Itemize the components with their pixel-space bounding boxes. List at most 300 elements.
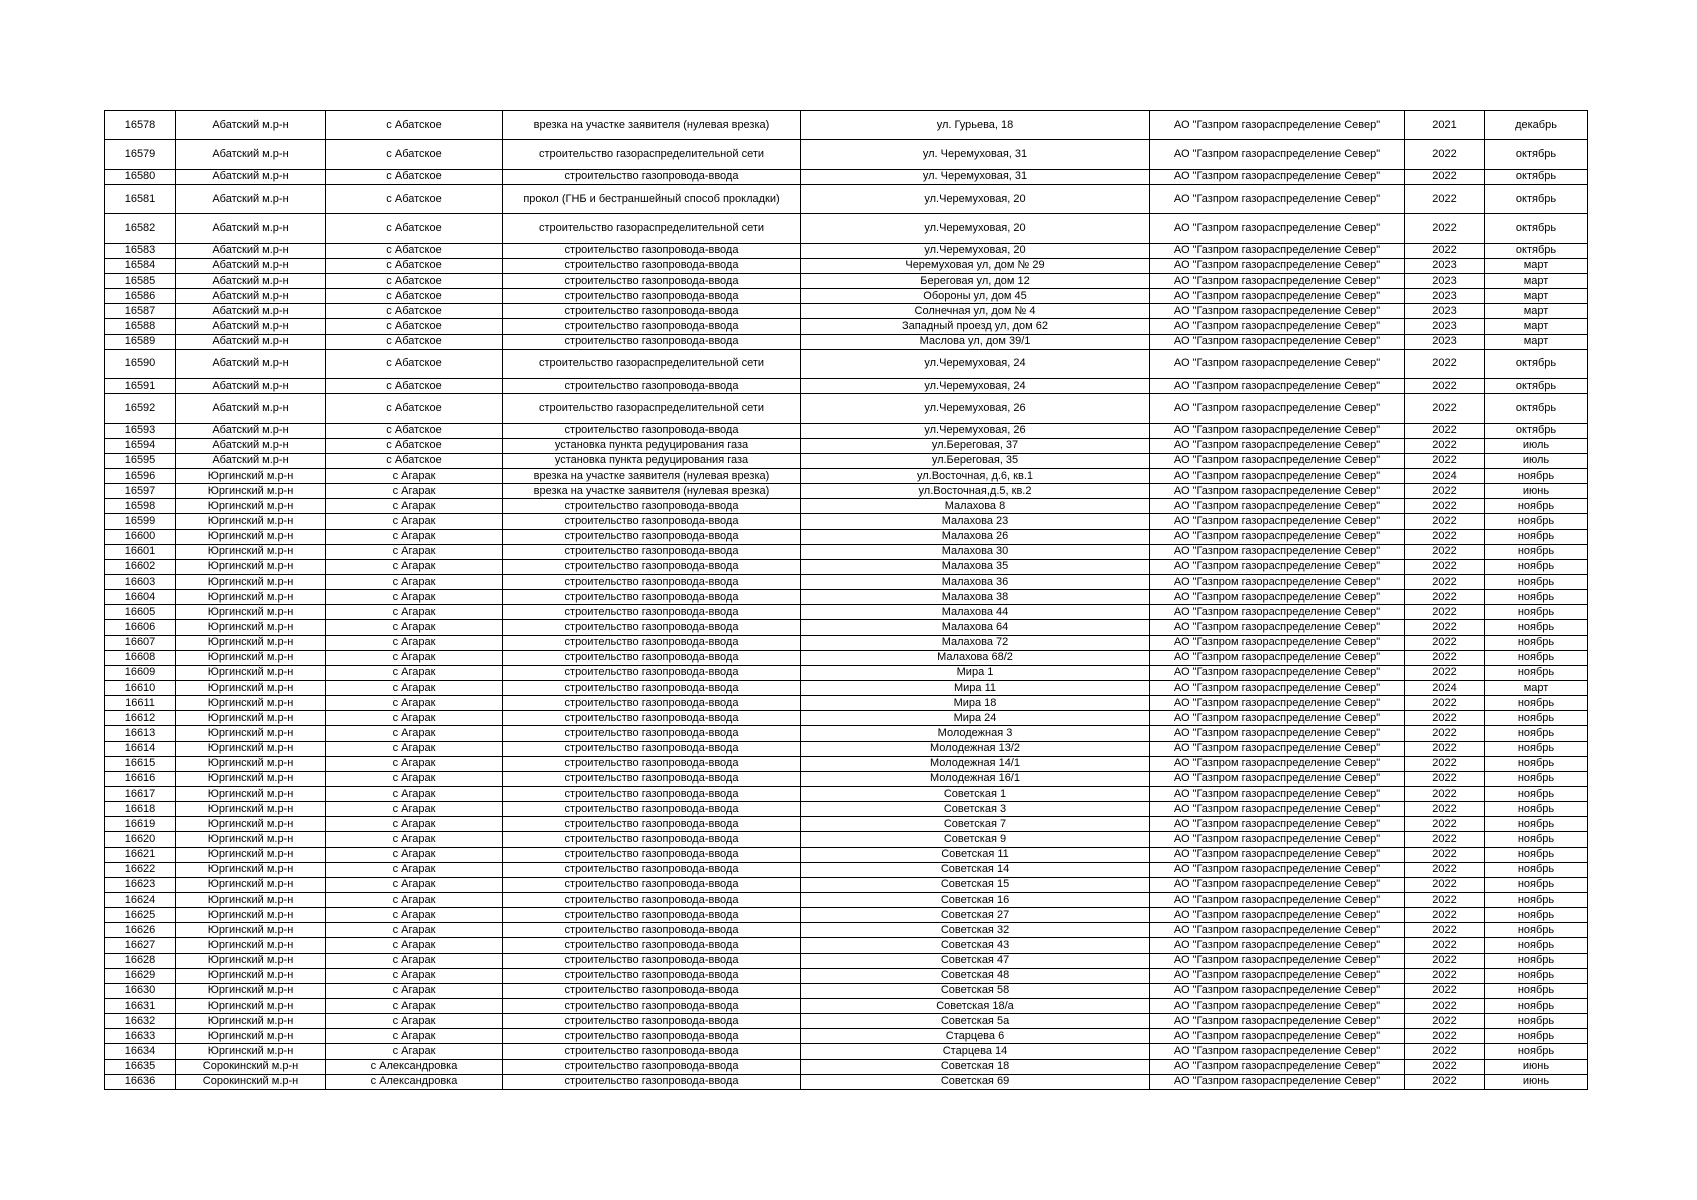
- cell-month: ноябрь: [1485, 908, 1588, 923]
- cell-settlement: с Агарак: [326, 529, 503, 544]
- cell-work-type: строительство газопровода-ввода: [503, 319, 801, 334]
- cell-month: ноябрь: [1485, 559, 1588, 574]
- cell-organization: АО "Газпром газораспределение Север": [1150, 1074, 1405, 1089]
- cell-district: Юргинский м.р-н: [176, 892, 326, 907]
- cell-id: 16605: [105, 605, 176, 620]
- cell-work-type: врезка на участке заявителя (нулевая врезка): [503, 484, 801, 499]
- cell-work-type: строительство газопровода-ввода: [503, 1029, 801, 1044]
- cell-address: Малахова 68/2: [801, 650, 1150, 665]
- cell-settlement: с Агарак: [326, 665, 503, 680]
- cell-organization: АО "Газпром газораспределение Север": [1150, 529, 1405, 544]
- cell-month: октябрь: [1485, 394, 1588, 423]
- cell-year: 2022: [1405, 635, 1485, 650]
- cell-month: ноябрь: [1485, 998, 1588, 1013]
- cell-month: октябрь: [1485, 169, 1588, 184]
- table-body: [105, 111, 1588, 1090]
- cell-year: 2022: [1405, 741, 1485, 756]
- cell-work-type: строительство газопровода-ввода: [503, 953, 801, 968]
- cell-work-type: строительство газопровода-ввода: [503, 650, 801, 665]
- cell-settlement: с Агарак: [326, 620, 503, 635]
- cell-district: Юргинский м.р-н: [176, 665, 326, 680]
- cell-address: Советская 18: [801, 1059, 1150, 1074]
- cell-id: 16580: [105, 169, 176, 184]
- cell-work-type: строительство газораспределительной сети: [503, 214, 801, 243]
- cell-settlement: с Агарак: [326, 908, 503, 923]
- cell-organization: АО "Газпром газораспределение Север": [1150, 453, 1405, 468]
- cell-month: ноябрь: [1485, 696, 1588, 711]
- cell-settlement: с Агарак: [326, 832, 503, 847]
- cell-id: 16591: [105, 379, 176, 394]
- cell-settlement: с Агарак: [326, 469, 503, 484]
- cell-address: Обороны ул, дом 45: [801, 289, 1150, 304]
- cell-settlement: с Агарак: [326, 741, 503, 756]
- cell-district: Юргинский м.р-н: [176, 1029, 326, 1044]
- cell-year: 2022: [1405, 214, 1485, 243]
- cell-organization: АО "Газпром газораспределение Север": [1150, 726, 1405, 741]
- cell-work-type: строительство газораспределительной сети: [503, 140, 801, 169]
- cell-year: 2022: [1405, 983, 1485, 998]
- cell-year: 2023: [1405, 289, 1485, 304]
- cell-year: 2022: [1405, 832, 1485, 847]
- cell-settlement: с Агарак: [326, 544, 503, 559]
- cell-organization: АО "Газпром газораспределение Север": [1150, 635, 1405, 650]
- cell-organization: АО "Газпром газораспределение Север": [1150, 140, 1405, 169]
- cell-settlement: с Абатское: [326, 258, 503, 273]
- cell-id: 16636: [105, 1074, 176, 1089]
- table-row: [105, 953, 1588, 968]
- cell-id: 16626: [105, 923, 176, 938]
- table-row: [105, 832, 1588, 847]
- cell-address: Советская 3: [801, 802, 1150, 817]
- cell-month: март: [1485, 681, 1588, 696]
- cell-id: 16588: [105, 319, 176, 334]
- cell-id: 16583: [105, 243, 176, 258]
- cell-year: 2022: [1405, 169, 1485, 184]
- cell-district: Сорокинский м.р-н: [176, 1059, 326, 1074]
- cell-district: Юргинский м.р-н: [176, 1044, 326, 1059]
- cell-work-type: строительство газопровода-ввода: [503, 243, 801, 258]
- cell-organization: АО "Газпром газораспределение Север": [1150, 923, 1405, 938]
- cell-month: ноябрь: [1485, 802, 1588, 817]
- cell-year: 2022: [1405, 379, 1485, 394]
- table-row: [105, 847, 1588, 862]
- cell-work-type: строительство газопровода-ввода: [503, 756, 801, 771]
- cell-work-type: строительство газопровода-ввода: [503, 258, 801, 273]
- cell-address: Мира 24: [801, 711, 1150, 726]
- cell-year: 2022: [1405, 968, 1485, 983]
- cell-address: ул.Черемуховая, 26: [801, 423, 1150, 438]
- cell-address: Малахова 64: [801, 620, 1150, 635]
- table-row: [105, 1074, 1588, 1089]
- cell-month: ноябрь: [1485, 575, 1588, 590]
- table-row: [105, 862, 1588, 877]
- cell-organization: АО "Газпром газораспределение Север": [1150, 771, 1405, 786]
- table-row: [105, 334, 1588, 349]
- cell-organization: АО "Газпром газораспределение Север": [1150, 544, 1405, 559]
- cell-month: ноябрь: [1485, 923, 1588, 938]
- cell-address: Советская 48: [801, 968, 1150, 983]
- cell-organization: АО "Газпром газораспределение Север": [1150, 379, 1405, 394]
- cell-work-type: строительство газопровода-ввода: [503, 379, 801, 394]
- cell-work-type: строительство газопровода-ввода: [503, 741, 801, 756]
- cell-id: 16581: [105, 184, 176, 213]
- cell-district: Абатский м.р-н: [176, 423, 326, 438]
- cell-district: Юргинский м.р-н: [176, 514, 326, 529]
- cell-month: июнь: [1485, 484, 1588, 499]
- cell-organization: АО "Газпром газораспределение Север": [1150, 802, 1405, 817]
- cell-id: 16622: [105, 862, 176, 877]
- cell-work-type: строительство газопровода-ввода: [503, 273, 801, 288]
- cell-work-type: строительство газопровода-ввода: [503, 998, 801, 1013]
- cell-month: июль: [1485, 438, 1588, 453]
- cell-month: ноябрь: [1485, 635, 1588, 650]
- cell-settlement: с Агарак: [326, 756, 503, 771]
- cell-id: 16621: [105, 847, 176, 862]
- cell-work-type: строительство газопровода-ввода: [503, 771, 801, 786]
- cell-district: Юргинский м.р-н: [176, 681, 326, 696]
- cell-work-type: строительство газопровода-ввода: [503, 665, 801, 680]
- cell-work-type: строительство газопровода-ввода: [503, 590, 801, 605]
- cell-district: Юргинский м.р-н: [176, 544, 326, 559]
- cell-address: Советская 15: [801, 877, 1150, 892]
- cell-id: 16632: [105, 1014, 176, 1029]
- cell-organization: АО "Газпром газораспределение Север": [1150, 590, 1405, 605]
- cell-id: 16596: [105, 469, 176, 484]
- table-row: [105, 817, 1588, 832]
- cell-year: 2022: [1405, 923, 1485, 938]
- cell-organization: АО "Газпром газораспределение Север": [1150, 817, 1405, 832]
- cell-settlement: с Агарак: [326, 938, 503, 953]
- cell-settlement: с Агарак: [326, 499, 503, 514]
- table-row: [105, 1044, 1588, 1059]
- cell-id: 16598: [105, 499, 176, 514]
- cell-district: Юргинский м.р-н: [176, 802, 326, 817]
- cell-id: 16627: [105, 938, 176, 953]
- table-row: [105, 771, 1588, 786]
- table-row: [105, 665, 1588, 680]
- cell-work-type: строительство газопровода-ввода: [503, 817, 801, 832]
- cell-work-type: строительство газопровода-ввода: [503, 847, 801, 862]
- cell-year: 2022: [1405, 726, 1485, 741]
- cell-id: 16613: [105, 726, 176, 741]
- table-row: [105, 1029, 1588, 1044]
- cell-work-type: строительство газопровода-ввода: [503, 514, 801, 529]
- table-row: [105, 273, 1588, 288]
- cell-settlement: с Абатское: [326, 214, 503, 243]
- cell-address: Старцева 6: [801, 1029, 1150, 1044]
- cell-id: 16603: [105, 575, 176, 590]
- cell-district: Сорокинский м.р-н: [176, 1074, 326, 1089]
- table-row: [105, 726, 1588, 741]
- cell-address: Старцева 14: [801, 1044, 1150, 1059]
- cell-organization: АО "Газпром газораспределение Север": [1150, 349, 1405, 378]
- cell-year: 2022: [1405, 529, 1485, 544]
- cell-district: Юргинский м.р-н: [176, 938, 326, 953]
- cell-district: Юргинский м.р-н: [176, 469, 326, 484]
- cell-district: Юргинский м.р-н: [176, 529, 326, 544]
- cell-settlement: с Абатское: [326, 289, 503, 304]
- table-row: [105, 469, 1588, 484]
- cell-month: ноябрь: [1485, 499, 1588, 514]
- table-row: [105, 304, 1588, 319]
- cell-organization: АО "Газпром газораспределение Север": [1150, 304, 1405, 319]
- table-row: [105, 111, 1588, 140]
- cell-year: 2023: [1405, 304, 1485, 319]
- cell-district: Юргинский м.р-н: [176, 741, 326, 756]
- cell-month: октябрь: [1485, 184, 1588, 213]
- cell-month: ноябрь: [1485, 938, 1588, 953]
- cell-address: Молодежная 16/1: [801, 771, 1150, 786]
- cell-year: 2022: [1405, 998, 1485, 1013]
- cell-address: Советская 7: [801, 817, 1150, 832]
- cell-organization: АО "Газпром газораспределение Север": [1150, 334, 1405, 349]
- cell-id: 16606: [105, 620, 176, 635]
- cell-district: Юргинский м.р-н: [176, 650, 326, 665]
- cell-settlement: с Абатское: [326, 184, 503, 213]
- cell-year: 2022: [1405, 908, 1485, 923]
- table-row: [105, 605, 1588, 620]
- cell-address: ул.Черемуховая, 20: [801, 243, 1150, 258]
- cell-work-type: строительство газопровода-ввода: [503, 289, 801, 304]
- cell-settlement: с Агарак: [326, 590, 503, 605]
- cell-year: 2022: [1405, 862, 1485, 877]
- cell-address: Малахова 30: [801, 544, 1150, 559]
- cell-organization: АО "Газпром газораспределение Север": [1150, 243, 1405, 258]
- cell-year: 2022: [1405, 423, 1485, 438]
- cell-month: март: [1485, 273, 1588, 288]
- cell-address: Малахова 26: [801, 529, 1150, 544]
- cell-work-type: строительство газопровода-ввода: [503, 681, 801, 696]
- table-row: [105, 423, 1588, 438]
- cell-district: Абатский м.р-н: [176, 243, 326, 258]
- table-row: [105, 349, 1588, 378]
- cell-id: 16614: [105, 741, 176, 756]
- cell-settlement: с Агарак: [326, 696, 503, 711]
- cell-district: Юргинский м.р-н: [176, 620, 326, 635]
- cell-id: 16620: [105, 832, 176, 847]
- table-row: [105, 394, 1588, 423]
- cell-year: 2022: [1405, 650, 1485, 665]
- cell-id: 16625: [105, 908, 176, 923]
- cell-settlement: с Агарак: [326, 484, 503, 499]
- cell-address: Малахова 8: [801, 499, 1150, 514]
- cell-work-type: врезка на участке заявителя (нулевая врезка): [503, 469, 801, 484]
- cell-work-type: строительство газопровода-ввода: [503, 423, 801, 438]
- cell-id: 16592: [105, 394, 176, 423]
- cell-settlement: с Агарак: [326, 786, 503, 801]
- cell-work-type: строительство газопровода-ввода: [503, 544, 801, 559]
- cell-address: Советская 27: [801, 908, 1150, 923]
- cell-district: Юргинский м.р-н: [176, 484, 326, 499]
- cell-address: Береговая ул, дом 12: [801, 273, 1150, 288]
- cell-id: 16609: [105, 665, 176, 680]
- cell-address: ул.Восточная, д.6, кв.1: [801, 469, 1150, 484]
- cell-organization: АО "Газпром газораспределение Север": [1150, 998, 1405, 1013]
- cell-month: июнь: [1485, 1059, 1588, 1074]
- cell-work-type: строительство газораспределительной сети: [503, 349, 801, 378]
- cell-year: 2022: [1405, 817, 1485, 832]
- cell-district: Юргинский м.р-н: [176, 771, 326, 786]
- cell-address: Малахова 35: [801, 559, 1150, 574]
- cell-settlement: с Агарак: [326, 923, 503, 938]
- cell-month: ноябрь: [1485, 953, 1588, 968]
- cell-district: Абатский м.р-н: [176, 379, 326, 394]
- table-row: [105, 590, 1588, 605]
- cell-district: Абатский м.р-н: [176, 111, 326, 140]
- cell-work-type: строительство газопровода-ввода: [503, 862, 801, 877]
- cell-id: 16633: [105, 1029, 176, 1044]
- cell-district: Юргинский м.р-н: [176, 968, 326, 983]
- cell-address: Советская 5а: [801, 1014, 1150, 1029]
- cell-organization: АО "Газпром газораспределение Север": [1150, 273, 1405, 288]
- cell-settlement: с Абатское: [326, 140, 503, 169]
- data-table: [104, 110, 1588, 1090]
- cell-settlement: с Агарак: [326, 892, 503, 907]
- cell-work-type: строительство газопровода-ввода: [503, 304, 801, 319]
- cell-work-type: строительство газопровода-ввода: [503, 877, 801, 892]
- cell-year: 2024: [1405, 681, 1485, 696]
- table-row: [105, 289, 1588, 304]
- cell-year: 2022: [1405, 620, 1485, 635]
- cell-district: Юргинский м.р-н: [176, 711, 326, 726]
- cell-id: 16630: [105, 983, 176, 998]
- table-row: [105, 243, 1588, 258]
- cell-year: 2022: [1405, 877, 1485, 892]
- cell-work-type: строительство газопровода-ввода: [503, 968, 801, 983]
- cell-district: Абатский м.р-н: [176, 214, 326, 243]
- cell-id: 16602: [105, 559, 176, 574]
- cell-month: март: [1485, 304, 1588, 319]
- cell-district: Абатский м.р-н: [176, 273, 326, 288]
- cell-work-type: прокол (ГНБ и бестраншейный способ прокладки): [503, 184, 801, 213]
- cell-id: 16612: [105, 711, 176, 726]
- cell-month: ноябрь: [1485, 877, 1588, 892]
- cell-district: Юргинский м.р-н: [176, 877, 326, 892]
- cell-district: Юргинский м.р-н: [176, 726, 326, 741]
- cell-address: ул. Гурьева, 18: [801, 111, 1150, 140]
- cell-address: Малахова 38: [801, 590, 1150, 605]
- cell-month: ноябрь: [1485, 983, 1588, 998]
- cell-settlement: с Абатское: [326, 243, 503, 258]
- table-row: [105, 650, 1588, 665]
- cell-id: 16589: [105, 334, 176, 349]
- cell-month: декабрь: [1485, 111, 1588, 140]
- cell-work-type: строительство газопровода-ввода: [503, 1014, 801, 1029]
- cell-organization: АО "Газпром газораспределение Север": [1150, 575, 1405, 590]
- cell-address: ул.Черемуховая, 26: [801, 394, 1150, 423]
- cell-settlement: с Абатское: [326, 111, 503, 140]
- cell-month: ноябрь: [1485, 968, 1588, 983]
- cell-work-type: строительство газопровода-ввода: [503, 169, 801, 184]
- cell-district: Абатский м.р-н: [176, 140, 326, 169]
- cell-month: ноябрь: [1485, 590, 1588, 605]
- cell-district: Юргинский м.р-н: [176, 590, 326, 605]
- cell-settlement: с Абатское: [326, 438, 503, 453]
- cell-organization: АО "Газпром газораспределение Север": [1150, 184, 1405, 213]
- cell-month: ноябрь: [1485, 862, 1588, 877]
- table-row: [105, 983, 1588, 998]
- cell-work-type: строительство газопровода-ввода: [503, 892, 801, 907]
- cell-year: 2022: [1405, 514, 1485, 529]
- cell-month: ноябрь: [1485, 847, 1588, 862]
- cell-year: 2022: [1405, 696, 1485, 711]
- cell-organization: АО "Газпром газораспределение Север": [1150, 469, 1405, 484]
- table-row: [105, 802, 1588, 817]
- cell-id: 16590: [105, 349, 176, 378]
- cell-settlement: с Агарак: [326, 605, 503, 620]
- table-row: [105, 908, 1588, 923]
- table-row: [105, 786, 1588, 801]
- cell-organization: АО "Газпром газораспределение Север": [1150, 650, 1405, 665]
- cell-id: 16587: [105, 304, 176, 319]
- table-row: [105, 635, 1588, 650]
- cell-organization: АО "Газпром газораспределение Север": [1150, 423, 1405, 438]
- cell-month: ноябрь: [1485, 605, 1588, 620]
- cell-year: 2023: [1405, 319, 1485, 334]
- table-row: [105, 938, 1588, 953]
- cell-id: 16608: [105, 650, 176, 665]
- cell-year: 2022: [1405, 1029, 1485, 1044]
- table-row: [105, 696, 1588, 711]
- cell-work-type: строительство газопровода-ввода: [503, 529, 801, 544]
- cell-address: ул.Черемуховая, 20: [801, 184, 1150, 213]
- cell-work-type: строительство газопровода-ввода: [503, 1044, 801, 1059]
- cell-address: Маслова ул, дом 39/1: [801, 334, 1150, 349]
- cell-settlement: с Агарак: [326, 514, 503, 529]
- cell-id: 16629: [105, 968, 176, 983]
- cell-address: Советская 11: [801, 847, 1150, 862]
- cell-district: Юргинский м.р-н: [176, 908, 326, 923]
- cell-district: Юргинский м.р-н: [176, 817, 326, 832]
- cell-year: 2022: [1405, 756, 1485, 771]
- cell-id: 16595: [105, 453, 176, 468]
- cell-month: ноябрь: [1485, 771, 1588, 786]
- cell-year: 2022: [1405, 665, 1485, 680]
- cell-year: 2023: [1405, 273, 1485, 288]
- cell-address: Советская 43: [801, 938, 1150, 953]
- table-row: [105, 575, 1588, 590]
- cell-organization: АО "Газпром газораспределение Север": [1150, 1029, 1405, 1044]
- cell-year: 2024: [1405, 469, 1485, 484]
- table-row: [105, 559, 1588, 574]
- cell-id: 16624: [105, 892, 176, 907]
- cell-district: Юргинский м.р-н: [176, 696, 326, 711]
- cell-district: Юргинский м.р-н: [176, 1014, 326, 1029]
- cell-settlement: с Абатское: [326, 379, 503, 394]
- cell-month: ноябрь: [1485, 650, 1588, 665]
- cell-organization: АО "Газпром газораспределение Север": [1150, 908, 1405, 923]
- cell-address: Малахова 44: [801, 605, 1150, 620]
- cell-work-type: установка пункта редуцирования газа: [503, 453, 801, 468]
- table-row: [105, 499, 1588, 514]
- table-row: [105, 923, 1588, 938]
- cell-organization: АО "Газпром газораспределение Север": [1150, 559, 1405, 574]
- cell-address: Малахова 72: [801, 635, 1150, 650]
- cell-address: ул.Береговая, 37: [801, 438, 1150, 453]
- cell-address: Черемуховая ул, дом № 29: [801, 258, 1150, 273]
- cell-district: Абатский м.р-н: [176, 258, 326, 273]
- cell-id: 16619: [105, 817, 176, 832]
- cell-settlement: с Агарак: [326, 953, 503, 968]
- cell-work-type: строительство газопровода-ввода: [503, 499, 801, 514]
- cell-work-type: строительство газопровода-ввода: [503, 726, 801, 741]
- cell-year: 2022: [1405, 1014, 1485, 1029]
- cell-organization: АО "Газпром газораспределение Север": [1150, 111, 1405, 140]
- cell-settlement: с Агарак: [326, 635, 503, 650]
- cell-settlement: с Агарак: [326, 802, 503, 817]
- cell-district: Юргинский м.р-н: [176, 635, 326, 650]
- cell-settlement: с Агарак: [326, 847, 503, 862]
